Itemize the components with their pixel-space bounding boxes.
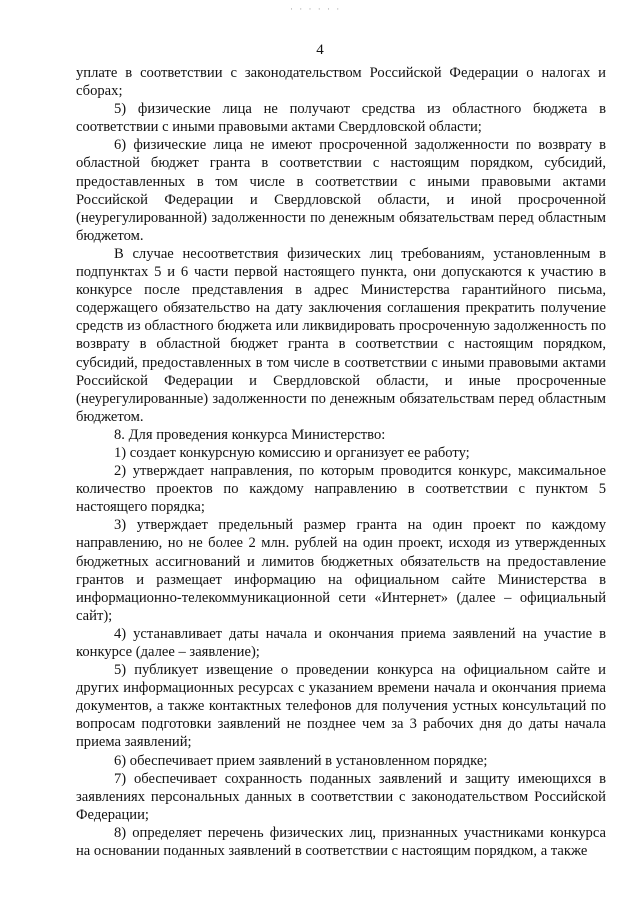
- paragraph-item-6: 6) физические лица не имеют просроченной задолженности по возврату в областной бюджет гранта в соответствии с настоящим порядком, субсидий, предоставленных в том числе в соответствии с иными правовыми актами Российской Федерации и Свердловской области, и иной просроченной (неурегулированной) задолженности по денежным обязательствам перед областным бюджетом.: [76, 137, 606, 244]
- paragraph-subitem-3: 3) утверждает предельный размер гранта на один проект по каждому направлению, но не более 2 млн. рублей на один проект, исходя из утвержденных бюджетных ассигнований и лимитов бюджетных обязательств на предоставление грантов и размещает информацию на официальном сайте Министерства в информационно-телекоммуникационной сети «Интернет» (далее – официальный сайт);: [76, 517, 606, 624]
- paragraph-item-5: 5) физические лица не получают средства из областного бюджета в соответствии с иными правовыми актами Свердловской области;: [76, 101, 606, 136]
- paragraph-subitem-7: 7) обеспечивает сохранность поданных заявлений и защиту имеющихся в заявлениях персональных данных в соответствии с законодательством Российской Федерации;: [76, 770, 606, 823]
- paragraph-subitem-8: 8) определяет перечень физических лиц, признанных участниками конкурса на основании поданных заявлений в соответствии с настоящим порядком, а также: [76, 824, 606, 860]
- paragraph-subitem-4: 4) устанавливает даты начала и окончания приема заявлений на участие в конкурсе (далее – заявление);: [76, 625, 606, 660]
- paragraph-subitem-5: 5) публикует извещение о проведении конкурса на официальном сайте и других информационных ресурсах с указанием времени начала и окончания приема документов, а также контактных телефонов для получения устных консультаций по вопросам подготовки заявлений не позднее чем за 3 рабочих дня до даты начала приема заявлений;: [76, 662, 606, 751]
- document-body: [76, 64, 606, 860]
- paragraph-subitem-6: 6) обеспечивает прием заявлений в установленном порядке;: [114, 752, 488, 769]
- paragraph-section-8: 8. Для проведения конкурса Министерство:: [114, 426, 386, 443]
- scan-artifact-mark: · · · · · ·: [290, 4, 342, 14]
- paragraph-subitem-1: 1) создает конкурсную комиссию и организует ее работу;: [114, 444, 470, 461]
- page-number: 4: [316, 42, 324, 58]
- paragraph-continuation: уплате в соответствии с законодательством Российской Федерации о налогах и сборах;: [76, 65, 606, 100]
- paragraph-noncompliance: В случае несоответствия физических лиц требованиям, установленным в подпунктах 5 и 6 части первой настоящего пункта, они допускаются к участию в конкурсе после представления в адрес Министерства гарантийного письма, содержащего обязательство на дату заключения соглашения прекратить получение средств из областного бюджета или ликвидировать просроченную задолженность по возврату в областной бюджет гранта в соответствии с настоящим порядком, субсидий, предоставленных в том числе в соответствии с иными правовыми актами Российской Федерации и Свердловской области, и иные просроченные (неурегулированные) задолженности по денежным обязательствам перед областным бюджетом.: [76, 245, 606, 425]
- paragraph-subitem-2: 2) утверждает направления, по которым проводится конкурс, максимальное количество проектов по каждому направлению в соответствии с пунктом 5 настоящего порядка;: [76, 463, 606, 516]
